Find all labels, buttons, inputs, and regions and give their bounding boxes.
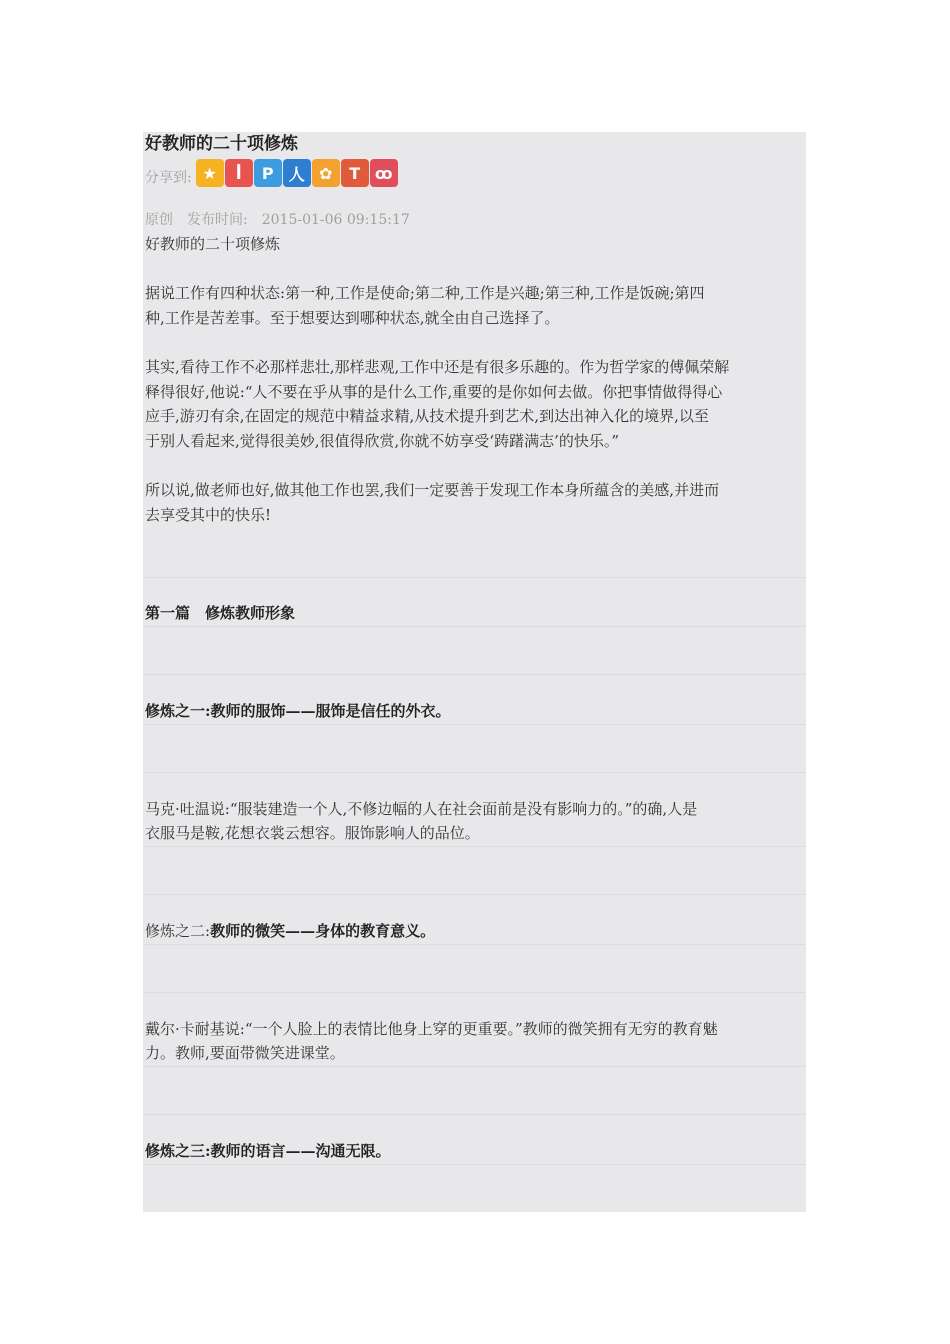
paragraph-1-line-1: 据说工作有四种状态:第一种,工作是使命;第二种,工作是兴趣;第三种,工作是饭碗;第四 bbox=[145, 284, 705, 302]
share-label: 分享到: bbox=[145, 170, 192, 186]
paragraph-2-line-1: 其实,看待工作不必那样悲壮,那样悲观,工作中还是有很多乐趣的。作为哲学家的傅佩荣解 bbox=[145, 358, 730, 376]
section-divider bbox=[143, 577, 806, 578]
pengyou-icon[interactable]: P bbox=[254, 159, 282, 187]
section-2-title: 教师的微笑——身体的教育意义。 bbox=[210, 922, 436, 940]
section-2-prefix: 修炼之二: bbox=[145, 922, 211, 940]
publish-label: 发布时间: bbox=[187, 212, 248, 228]
share-bar bbox=[145, 156, 399, 190]
section-divider bbox=[143, 724, 806, 725]
paragraph-1-line-2: 种,工作是苦差事。至于想要达到哪种状态,就全由自己选择了。 bbox=[145, 309, 560, 327]
section-2-line-1: 戴尔·卡耐基说:“一个人脸上的表情比他身上穿的更重要。”教师的微笑拥有无穷的教育魅 bbox=[145, 1020, 718, 1038]
section-divider bbox=[143, 626, 806, 627]
section-divider bbox=[143, 1164, 806, 1165]
section-divider bbox=[143, 1066, 806, 1067]
publish-time: 2015-01-06 09:15:17 bbox=[261, 212, 410, 228]
section-divider bbox=[143, 1114, 806, 1115]
section-1-line-1: 马克·吐温说:“服装建造一个人,不修边幅的人在社会面前是没有影响力的。”的确,人是 bbox=[145, 800, 698, 818]
paragraph-2-line-4: 于别人看起来,觉得很美妙,很值得欣赏,你就不妨享受‘踌躇满志’的快乐。” bbox=[145, 432, 620, 450]
weibo-icon[interactable]: ꟾ bbox=[225, 159, 253, 187]
article-type: 原创 bbox=[145, 212, 173, 228]
section-3-heading: 修炼之三:教师的语言——沟通无限。 bbox=[145, 1142, 391, 1160]
renren-icon[interactable]: 人 bbox=[283, 159, 311, 187]
article-container bbox=[143, 132, 806, 1212]
section-divider bbox=[143, 944, 806, 945]
qzone-icon[interactable]: ★ bbox=[196, 159, 224, 187]
section-2-heading bbox=[145, 919, 807, 943]
part-1-heading: 第一篇 修炼教师形象 bbox=[145, 604, 296, 622]
section-divider bbox=[143, 772, 806, 773]
article-meta bbox=[145, 208, 807, 232]
douban-icon[interactable]: ꝏ bbox=[370, 159, 398, 187]
article-title: 好教师的二十项修炼 bbox=[145, 134, 298, 154]
paragraph-3-line-2: 去享受其中的快乐! bbox=[145, 506, 272, 524]
paragraph-2-line-2: 释得很好,他说:“人不要在乎从事的是什么工作,重要的是你如何去做。你把事情做得得心 bbox=[145, 383, 723, 401]
section-divider bbox=[143, 674, 806, 675]
section-divider bbox=[143, 846, 806, 847]
section-2-line-2: 力。教师,要面带微笑进课堂。 bbox=[145, 1044, 345, 1062]
section-1-heading: 修炼之一:教师的服饰——服饰是信任的外衣。 bbox=[145, 702, 451, 720]
section-1-line-2: 衣服马是鞍,花想衣裳云想容。服饰影响人的品位。 bbox=[145, 824, 480, 842]
section-divider bbox=[143, 894, 806, 895]
paragraph-3-line-1: 所以说,做老师也好,做其他工作也罢,我们一定要善于发现工作本身所蕴含的美感,并进而 bbox=[145, 481, 720, 499]
tencent-weibo-icon[interactable]: T bbox=[341, 159, 369, 187]
section-divider bbox=[143, 992, 806, 993]
kaixin-icon[interactable]: ✿ bbox=[312, 159, 340, 187]
article-subtitle: 好教师的二十项修炼 bbox=[145, 235, 281, 253]
paragraph-2-line-3: 应手,游刃有余,在固定的规范中精益求精,从技术提升到艺术,到达出神入化的境界,以至 bbox=[145, 407, 709, 425]
